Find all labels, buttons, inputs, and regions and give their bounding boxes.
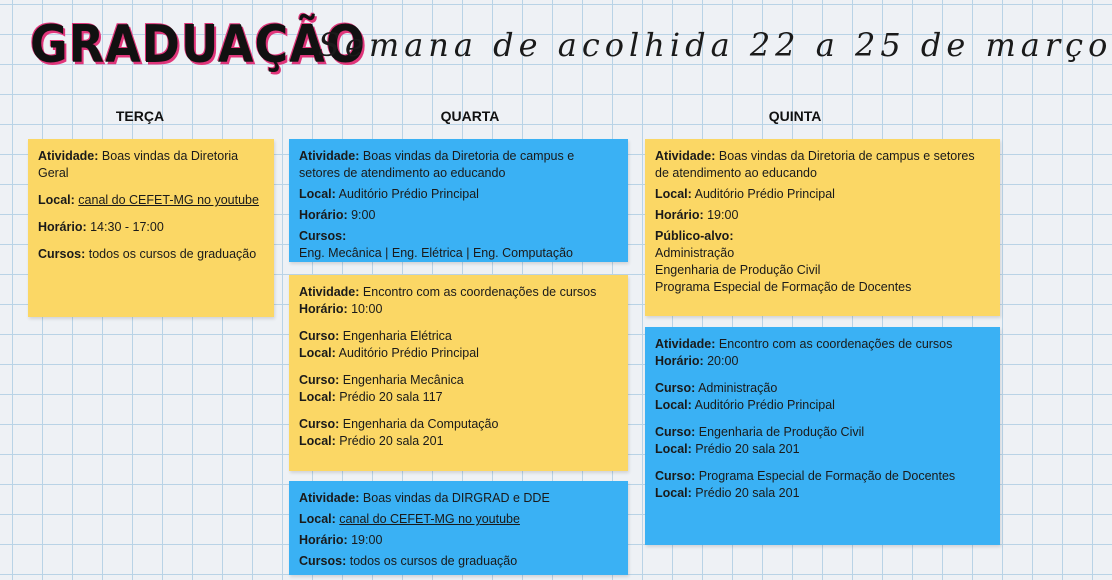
location-text: Auditório Prédio Principal <box>338 187 479 201</box>
day-header-quinta: QUINTA <box>768 108 822 124</box>
field-label: Curso: <box>299 329 340 343</box>
activity-text: Encontro com as coordenações de cursos <box>718 337 953 351</box>
course-name: Engenharia da Computação <box>342 417 499 431</box>
field-label: Horário: <box>299 533 348 547</box>
card-quinta-boas-vindas <box>645 139 1000 316</box>
audience-item: Programa Especial de Formação de Docentes <box>655 280 912 294</box>
location-text: Auditório Prédio Principal <box>694 187 835 201</box>
time-text: 9:00 <box>351 208 376 222</box>
field-label: Local: <box>299 390 336 404</box>
day-header-terca: TERÇA <box>115 108 165 124</box>
activity-text: Boas vindas da Diretoria de campus e setores de atendimento ao educando <box>655 149 975 180</box>
course-name: Engenharia de Produção Civil <box>698 425 865 439</box>
field-label: Público-alvo: <box>655 229 734 243</box>
field-label: Local: <box>655 398 692 412</box>
time-text: 10:00 <box>351 302 383 316</box>
courses-text: Eng. Mecânica | Eng. Elétrica | Eng. Computação <box>299 246 573 260</box>
youtube-link[interactable]: canal do CEFET-MG no youtube <box>78 193 259 207</box>
field-label: Atividade: <box>655 149 716 163</box>
audience-item: Engenharia de Produção Civil <box>655 263 821 277</box>
field-label: Local: <box>655 442 692 456</box>
activity-text: Encontro com as coordenações de cursos <box>362 285 597 299</box>
field-label: Cursos: <box>299 554 347 568</box>
course-name: Programa Especial de Formação de Docentes <box>698 469 956 483</box>
field-label: Local: <box>299 434 336 448</box>
field-label: Atividade: <box>299 285 360 299</box>
activity-text: Boas vindas da Diretoria Geral <box>38 149 239 180</box>
field-label: Cursos: <box>299 229 347 243</box>
course-name: Engenharia Mecânica <box>342 373 464 387</box>
field-label: Curso: <box>299 417 340 431</box>
location-text: Prédio 20 sala 201 <box>695 442 800 456</box>
field-label: Local: <box>299 187 336 201</box>
location-text: Prédio 20 sala 201 <box>339 434 444 448</box>
time-text: 20:00 <box>707 354 739 368</box>
field-label: Curso: <box>655 381 696 395</box>
field-label: Atividade: <box>299 491 360 505</box>
course-name: Engenharia Elétrica <box>342 329 452 343</box>
field-label: Horário: <box>655 208 704 222</box>
location-text: Auditório Prédio Principal <box>338 346 479 360</box>
youtube-link[interactable]: canal do CEFET-MG no youtube <box>339 512 520 526</box>
audience-item: Administração <box>655 246 735 260</box>
field-label: Local: <box>38 193 75 207</box>
location-text: Prédio 20 sala 201 <box>695 486 800 500</box>
field-label: Curso: <box>655 469 696 483</box>
card-terca-boas-vindas <box>28 139 274 317</box>
location-text: Prédio 20 sala 117 <box>339 390 443 404</box>
time-text: 14:30 - 17:00 <box>90 220 164 234</box>
courses-text: todos os cursos de graduação <box>88 247 257 261</box>
field-label: Horário: <box>299 302 348 316</box>
field-label: Horário: <box>655 354 704 368</box>
field-label: Local: <box>299 346 336 360</box>
time-text: 19:00 <box>707 208 739 222</box>
activity-text: Boas vindas da DIRGRAD e DDE <box>362 491 550 505</box>
card-quarta-boas-vindas <box>289 139 628 262</box>
field-label: Local: <box>655 187 692 201</box>
courses-text: todos os cursos de graduação <box>349 554 518 568</box>
location-text: Auditório Prédio Principal <box>694 398 835 412</box>
field-label: Cursos: <box>38 247 86 261</box>
course-name: Administração <box>698 381 778 395</box>
day-header-quarta: QUARTA <box>440 108 500 124</box>
field-label: Curso: <box>655 425 696 439</box>
field-label: Atividade: <box>655 337 716 351</box>
card-quinta-coordenacoes <box>645 327 1000 545</box>
field-label: Atividade: <box>38 149 99 163</box>
field-label: Horário: <box>38 220 87 234</box>
card-quarta-dirgrad <box>289 481 628 575</box>
field-label: Curso: <box>299 373 340 387</box>
card-quarta-coordenacoes <box>289 275 628 471</box>
field-label: Atividade: <box>299 149 360 163</box>
field-label: Horário: <box>299 208 348 222</box>
field-label: Local: <box>655 486 692 500</box>
field-label: Local: <box>299 512 336 526</box>
activity-text: Boas vindas da Diretoria de campus e setores de atendimento ao educando <box>299 149 575 180</box>
page-title: GRADUAÇÃO <box>30 14 366 75</box>
page-subtitle: Semana de acolhida 22 a 25 de março <box>318 26 1112 64</box>
time-text: 19:00 <box>351 533 383 547</box>
